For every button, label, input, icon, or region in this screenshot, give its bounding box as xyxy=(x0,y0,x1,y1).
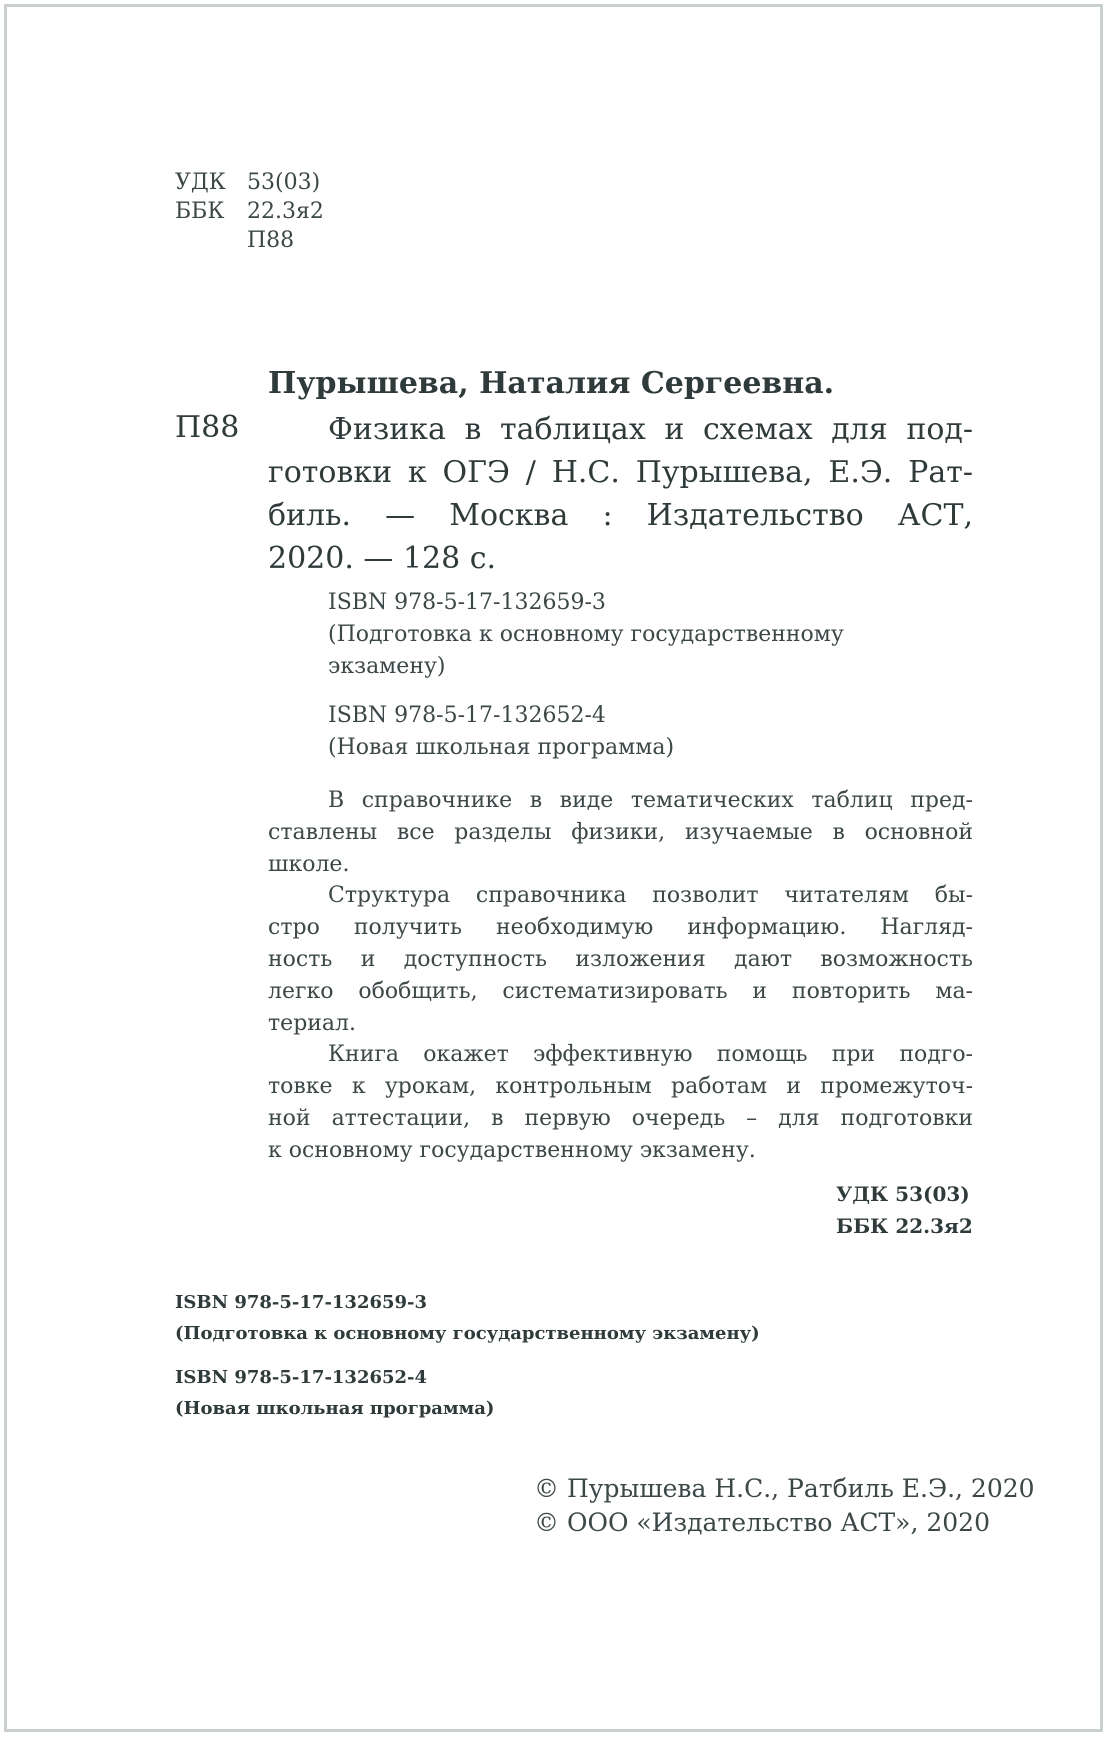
isbn-number: ISBN 978-5-17-132652-4 xyxy=(328,703,606,728)
bibliographic-title xyxy=(268,408,973,580)
abstract-line: ной аттестации, в первую очередь – для подготовки xyxy=(268,1105,973,1131)
isbn-series-line: экзамену) xyxy=(328,654,446,679)
isbn-block-1 xyxy=(328,587,844,683)
abstract-line: товке к урокам, контрольным работам и промежуточ- xyxy=(268,1074,973,1100)
bbk-code: ББК 22.3я2 xyxy=(836,1214,973,1238)
abstract-line: териал. xyxy=(268,1010,357,1036)
udk-label: УДК xyxy=(175,170,226,195)
copyright-line: © Пурышева Н.С., Ратбиль Е.Э., 2020 xyxy=(534,1474,1035,1503)
isbn-number: ISBN 978-5-17-132652-4 xyxy=(175,1367,428,1388)
title-line: биль. — Москва : Издательство АСТ, xyxy=(268,498,973,533)
abstract xyxy=(268,785,973,1167)
udk-value: 53(03) xyxy=(247,170,321,195)
isbn-series: (Подготовка к основному государственному экзамену) xyxy=(175,1323,760,1344)
abstract-line: школе. xyxy=(268,851,350,877)
bbk-value: 22.3я2 xyxy=(247,199,324,224)
udk-line xyxy=(175,168,324,197)
author-mark: П88 xyxy=(247,228,295,253)
title-line: Физика в таблицах и схемах для под- xyxy=(328,412,973,447)
bbk-label: ББК xyxy=(175,199,225,224)
abstract-line: легко обобщить, систематизировать и повторить ма- xyxy=(268,978,973,1004)
isbn-series-line: (Подготовка к основному государственному xyxy=(328,622,844,647)
classification-codes-top xyxy=(175,168,324,255)
abstract-line: Структура справочника позволит читателям бы- xyxy=(328,883,973,909)
abstract-line: Книга окажет эффективную помощь при подго- xyxy=(328,1042,973,1068)
abstract-line: ставлены все разделы физики, изучаемые в основной xyxy=(268,819,973,845)
bbk-line xyxy=(175,197,324,226)
isbn-series-line: (Новая школьная программа) xyxy=(328,735,675,760)
isbn-block-2 xyxy=(328,700,674,764)
copyright xyxy=(534,1472,1035,1540)
copyright-line: © ООО «Издательство АСТ», 2020 xyxy=(534,1508,990,1537)
title-line: готовки к ОГЭ / Н.С. Пурышева, Е.Э. Рат- xyxy=(268,455,973,490)
isbn-number: ISBN 978-5-17-132659-3 xyxy=(175,1292,428,1313)
abstract-line: стро получить необходимую информацию. Нагляд- xyxy=(268,915,973,941)
title-line: 2020. — 128 с. xyxy=(268,541,497,576)
isbn-series: (Новая школьная программа) xyxy=(175,1398,495,1419)
author-mark-line xyxy=(175,226,324,255)
abstract-line: к основному государственному экзамену. xyxy=(268,1137,756,1163)
isbn-bold-block-1 xyxy=(175,1287,760,1349)
udk-code: УДК 53(03) xyxy=(836,1182,970,1206)
isbn-number: ISBN 978-5-17-132659-3 xyxy=(328,590,606,615)
author-heading: Пурышева, Наталия Сергеевна. xyxy=(268,366,835,401)
author-mark-left: П88 xyxy=(175,410,240,445)
abstract-line: В справочнике в виде тематических таблиц пред- xyxy=(328,788,973,813)
classification-codes-right xyxy=(836,1178,973,1242)
abstract-line: ность и доступность изложения дают возможность xyxy=(268,946,973,972)
isbn-bold-block-2 xyxy=(175,1362,494,1424)
